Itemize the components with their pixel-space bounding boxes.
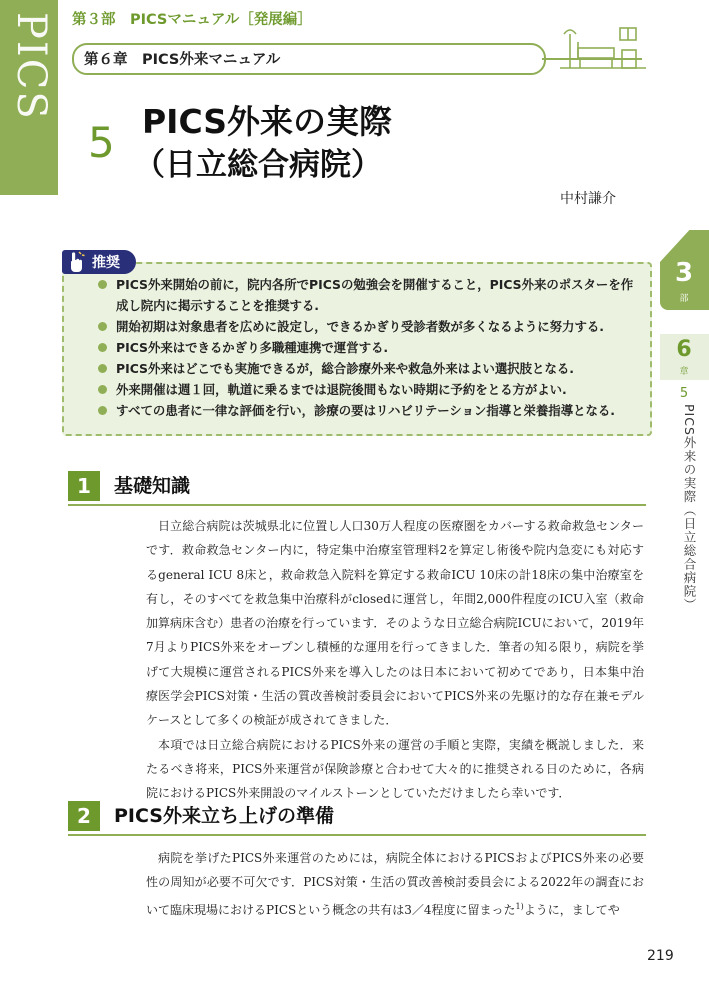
recommendation-text: PICS外来開始の前に，院内各所でPICSの勉強会を開催すること，PICS外来のポスターを作成し院内に掲示することを推奨する.: [116, 277, 634, 313]
part-tab-label: 部: [679, 294, 689, 304]
bullet-icon: [98, 280, 107, 289]
section-rule: [68, 834, 646, 836]
section-heading-title: 基礎知識: [114, 475, 191, 497]
section-tab-title: PICS外来の実際（日立総合病院）: [682, 404, 697, 612]
chapter-tab-number: 6: [676, 337, 692, 362]
section-1-body: [146, 514, 644, 806]
bullet-icon: [98, 385, 107, 394]
recommendation-label: 推奨: [92, 255, 120, 271]
section-number: 5: [88, 118, 115, 167]
bullet-icon: [98, 364, 107, 373]
recommendation-text: 開始初期は対象患者を広めに設定し，できるかぎり受診者数が多くなるように努力する.: [116, 319, 604, 334]
section-heading-1: [68, 466, 646, 506]
body-paragraph: 本項では日立総合病院におけるPICS外来の運営の手順と実際，実績を概説しました．来たるべき将来，PICS外来運営が保険診療と合わせて大々的に推奨される日のために，各病院におけるPICS外来開設のマイルストーンとしていただけましたら幸いです．: [146, 737, 644, 801]
recommendation-text: 外来開催は週１回，軌道に乗るまでは退院後間もない時期に予約をとる方がよい.: [116, 382, 567, 397]
citation-marker: 1): [515, 901, 524, 911]
bullet-icon: [98, 343, 107, 352]
chapter-tab-label: 章: [679, 367, 689, 377]
page-subtitle: （日立総合病院）: [134, 147, 382, 183]
section-2-body: [146, 846, 644, 922]
part-tab-number: 3: [674, 258, 694, 288]
section-rule: [68, 504, 646, 506]
section-heading-number: 1: [68, 471, 100, 501]
recommendation-text: PICS外来はどこでも実施できるが，総合診療外来や救急外来はよい選択肢となる.: [116, 361, 574, 376]
page-number: 219: [647, 948, 674, 964]
section-heading-title: PICS外来立ち上げの準備: [114, 805, 334, 827]
list-item: [98, 379, 643, 400]
side-band-label: PICS: [8, 12, 54, 121]
list-item: [98, 274, 643, 316]
part-title: 第３部 PICSマニュアル［発展編］: [72, 12, 312, 28]
recommendation-list: [98, 274, 643, 421]
body-paragraph: 日立総合病院は茨城県北に位置し人口30万人程度の医療圏をカバーする救命救急センターです．救命救急センター内に，特定集中治療室管理料2を算定し術後や院内急変にも対応するgeneral ICU 8床と，救命救急入院料を算定する救命ICU 10床の計18床の集中治療室を有し，そのすべてを救急集中治療科がclosedに運営し，年間2,000件程度のICU入室（救命加算病床含む）患者の治療を行っています．そのような日立総合病院ICUにおいて，2019年7月よりPICS外来をオープンし積極的な運用を行ってきました．筆者の知る限り，病院を挙げて大規模に運営されるPICS外来を導入したのは日本において初めてであり，日本集中治療医学会PICS対策・生活の質改善検討委員会においてPICS外来の先駆け的な存在兼モデルケースとして多くの検証が成されてきました．: [146, 519, 644, 728]
list-item: [98, 337, 643, 358]
list-item: [98, 316, 643, 337]
body-text-run: 病院を挙げたPICS外来運営のためには，病院全体におけるPICSおよびPICS外来の必要性の周知が必要不可欠です．PICS対策・生活の質改善検討委員会による2022年の調査において臨床現場におけるPICSという概念の共有は3／4程度に留まった: [146, 851, 644, 917]
list-item: [98, 358, 643, 379]
bullet-icon: [98, 322, 107, 331]
section-tab-number: 5: [679, 386, 689, 401]
recommendation-tag: [62, 250, 136, 274]
body-paragraph: [146, 846, 644, 922]
section-heading-number: 2: [68, 801, 100, 831]
bullet-icon: [98, 406, 107, 415]
author-name: 中村謙介: [560, 191, 616, 207]
list-item: [98, 400, 643, 421]
room-illustration-icon: [560, 22, 646, 72]
recommendation-text: すべての患者に一律な評価を行い，診療の要はリハビリテーション指導と栄養指導となる.: [116, 403, 615, 418]
section-heading-2: [68, 796, 646, 836]
page-title: PICS外来の実際: [142, 102, 393, 141]
chapter-title: 第６章 PICS外来マニュアル: [84, 52, 281, 68]
body-text-run: ように，ましてや: [523, 902, 620, 917]
recommendation-text: PICS外来はできるかぎり多職種連携で運営する.: [116, 340, 389, 355]
pointing-hand-icon: [66, 251, 86, 273]
